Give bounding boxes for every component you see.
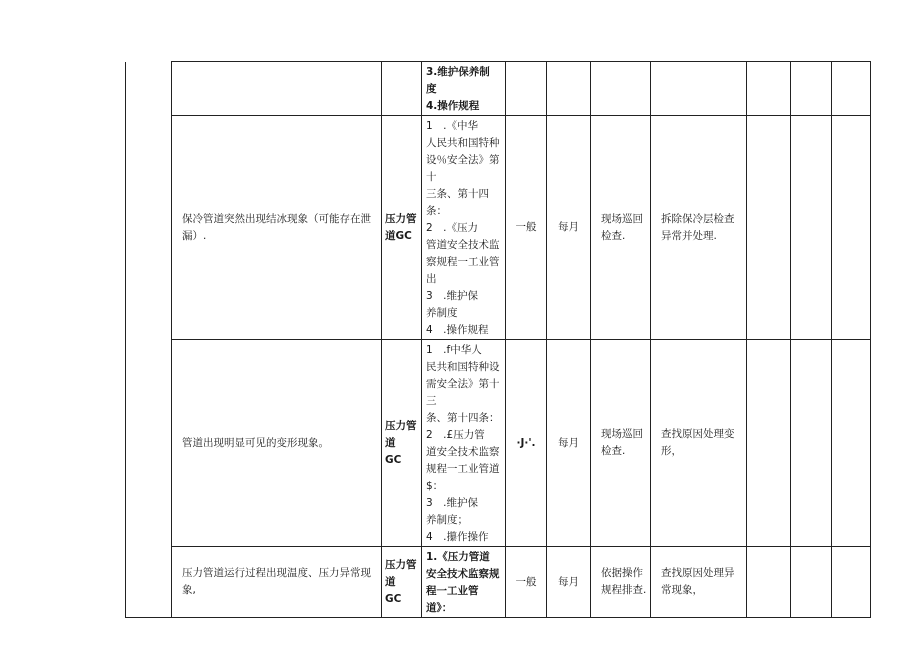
level-cell: 一般 [506, 547, 547, 618]
empty-cell [747, 116, 791, 340]
table-row [126, 340, 871, 547]
basis-cell: 3.维护保养制 度 4.操作规程 [422, 62, 506, 116]
method-cell: 现场巡回检查. [591, 116, 651, 340]
empty-cell [791, 62, 832, 116]
hazard-check-table [125, 61, 871, 618]
empty-cell [791, 116, 832, 340]
hazard-cell: 保冷管道突然出现结冰现象（可能存在泄漏）. [172, 116, 382, 340]
table-row [126, 116, 871, 340]
frequency-cell [547, 62, 591, 116]
empty-cell [747, 62, 791, 116]
method-cell: 现场巡回检查. [591, 340, 651, 547]
measure-cell: 查找原因处理异常现象， [651, 547, 747, 618]
frequency-cell: 每月 [547, 340, 591, 547]
empty-cell [791, 340, 832, 547]
object-cell [382, 62, 422, 116]
object-cell: 压力管 道 GC [382, 340, 422, 547]
method-cell [591, 62, 651, 116]
measure-cell [651, 62, 747, 116]
basis-cell: 1 .f中华人 民共和国特种设 需安全法》第十三 条、第十四条： 2 .£压力管 道安全技术监察 规程一工业管道$： 3 .维护保 养制度； 4 .攥作操作 [422, 340, 506, 547]
measure-cell: 查找原因处理变形， [651, 340, 747, 547]
table-row [126, 62, 871, 116]
basis-cell: 1 .《中华 人民共和国特种 设％安全法》第十 三条、第十四条： 2 .《压力 管道安全技术监 察规程一工业管 岀 3 .维护保 养制度 4 .操作规程 [422, 116, 506, 340]
empty-cell [832, 116, 871, 340]
empty-cell [832, 547, 871, 618]
empty-cell [747, 340, 791, 547]
left-margin-cell [126, 62, 172, 618]
object-cell: 压力管道GC [382, 116, 422, 340]
object-cell: 压力管 道 GC [382, 547, 422, 618]
empty-cell [791, 547, 832, 618]
empty-cell [832, 62, 871, 116]
frequency-cell: 每月 [547, 547, 591, 618]
level-cell: 一般 [506, 116, 547, 340]
hazard-cell [172, 62, 382, 116]
hazard-cell: 压力管道运行过程出现温度、压力异常现象, [172, 547, 382, 618]
level-cell: ·J·'. [506, 340, 547, 547]
measure-cell: 拆除保冷层检查异常并处理. [651, 116, 747, 340]
method-cell: 依据操作规程排查. [591, 547, 651, 618]
empty-cell [832, 340, 871, 547]
hazard-cell: 管道出现明显可见的变形现象。 [172, 340, 382, 547]
basis-cell: 1.《压力管道 安全技术监察规 程一工业管道》： [422, 547, 506, 618]
empty-cell [747, 547, 791, 618]
table-row [126, 547, 871, 618]
frequency-cell: 每月 [547, 116, 591, 340]
level-cell [506, 62, 547, 116]
